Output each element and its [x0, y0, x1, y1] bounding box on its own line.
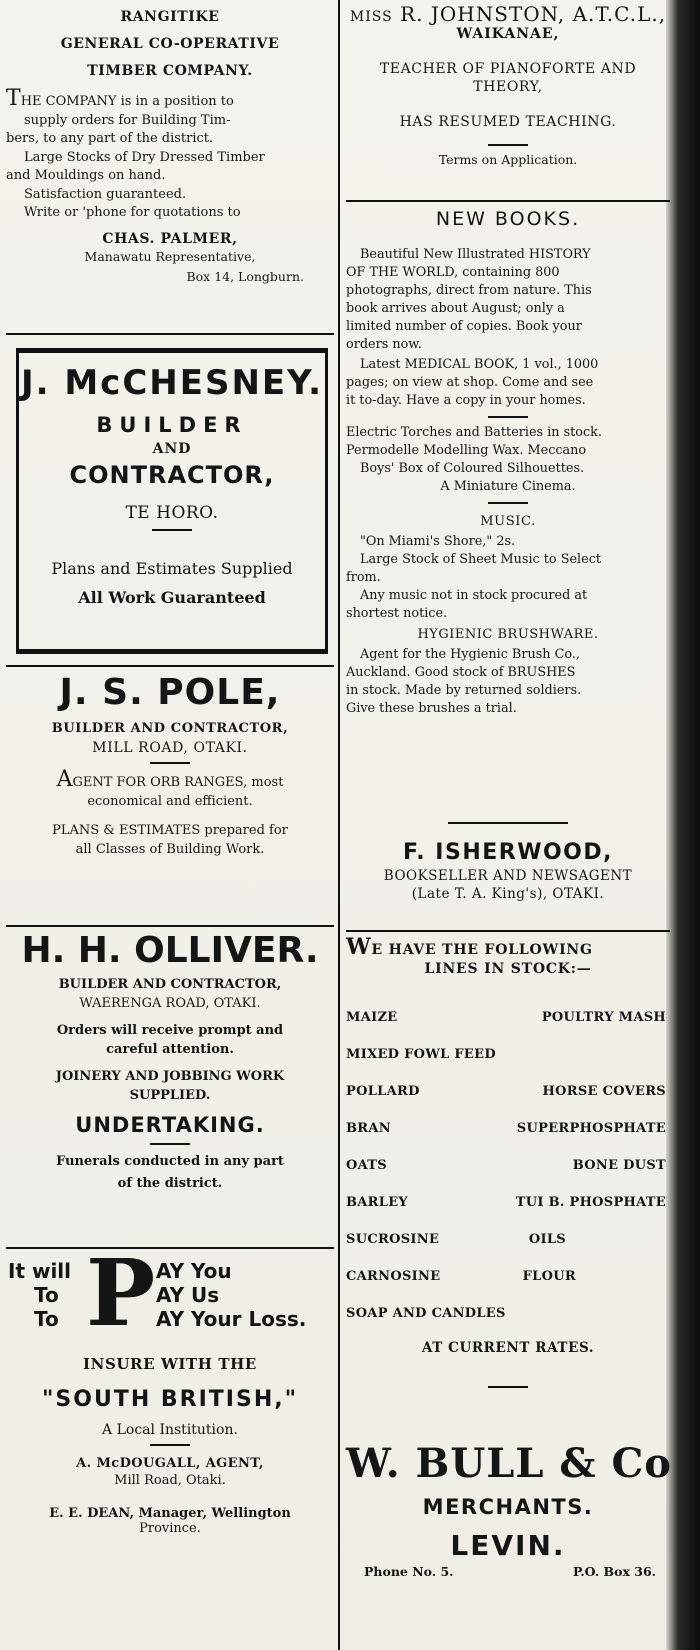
- insure-agent: A. McDOUGALL, AGENT,: [76, 1456, 264, 1471]
- timber-head-3: TIMBER COMPANY.: [87, 63, 253, 79]
- books-p1c: photographs, direct from nature. This: [346, 283, 592, 298]
- books-medical: [346, 356, 670, 410]
- mcchesney-ad: [16, 348, 328, 654]
- timber-line-1: HE COMPANY is in a position to: [20, 94, 234, 109]
- short-rule: [150, 1444, 190, 1446]
- books-hygienic: HYGIENIC BRUSHWARE.: [417, 627, 599, 642]
- books-list: [346, 424, 670, 496]
- bull-name: W. BULL & Co: [346, 1440, 672, 1487]
- stock-row: [346, 1036, 670, 1073]
- column-rule: [338, 0, 340, 1650]
- pay-to-1: To: [34, 1283, 59, 1307]
- books-music: MUSIC.: [480, 514, 536, 529]
- stock-item: SUPERPHOSPHATE: [516, 1121, 666, 1136]
- olliver-funerals-1: Funerals conducted in any part: [56, 1154, 284, 1169]
- johnston-terms: Terms on Application.: [438, 152, 578, 167]
- insure-mill-road: Mill Road, Otaki.: [114, 1473, 226, 1488]
- hygienic-list: [346, 646, 670, 718]
- short-rule: [152, 529, 192, 531]
- music-list: [346, 533, 670, 623]
- bull-current-rates: AT CURRENT RATES.: [421, 1340, 595, 1356]
- pay-line-2: AY Us: [156, 1283, 220, 1307]
- stock-row: [346, 999, 670, 1036]
- stock-row: [346, 1147, 670, 1184]
- johnston-teacher-1: TEACHER OF PIANOFORTE AND: [379, 61, 637, 77]
- divider: [6, 1247, 334, 1249]
- johnston-name-line: [346, 2, 670, 26]
- books-p2c: it to-day. Have a copy in your homes.: [346, 393, 586, 408]
- divider: [346, 930, 670, 932]
- johnston-town: WAIKANAE,: [456, 26, 560, 42]
- bull-footer: [346, 1564, 670, 1579]
- books-h4: Give these brushes a trial.: [346, 701, 517, 716]
- stock-item: OILS: [528, 1232, 566, 1247]
- timber-line-2: supply orders for Building Tim-: [24, 112, 231, 128]
- insurance-ad: [6, 1239, 334, 1536]
- johnston-resumed: HAS RESUMED TEACHING.: [399, 114, 617, 130]
- bull-levin: LEVIN.: [450, 1529, 566, 1562]
- insure-local: A Local Institution.: [102, 1422, 238, 1438]
- pole-agent: [6, 767, 334, 811]
- isherwood-sub-1: BOOKSELLER AND NEWSAGENT: [383, 868, 633, 884]
- pole-address: MILL ROAD, OTAKI.: [92, 740, 248, 756]
- stock-item: FLOUR: [522, 1269, 576, 1284]
- johnston-miss: MISS: [349, 9, 393, 25]
- books-l1: Electric Torches and Batteries in stock.: [346, 425, 602, 440]
- mcchesney-guarantee: All Work Guaranteed: [78, 588, 266, 607]
- mcchesney-builder: BUILDER: [96, 413, 248, 437]
- stock-row: [346, 1258, 670, 1295]
- johnston-ad: [346, 2, 670, 167]
- books-p1d: book arrives about August; only a: [346, 301, 565, 316]
- stock-item: BRAN: [346, 1121, 391, 1136]
- books-l4: A Miniature Cinema.: [440, 479, 576, 494]
- books-m2: Large Stock of Sheet Music to Select: [360, 552, 602, 567]
- divider: [6, 333, 334, 335]
- bull-stock-list: [346, 999, 670, 1332]
- timber-line-3: bers, to any part of the district.: [6, 131, 214, 146]
- mcchesney-and: AND: [152, 441, 192, 457]
- olliver-address: WAERENGA ROAD, OTAKI.: [79, 996, 261, 1011]
- isherwood-ad: [346, 840, 670, 903]
- mcchesney-contractor: CONTRACTOR,: [69, 461, 275, 489]
- timber-head-1: RANGITIKE: [120, 9, 220, 25]
- insure-with: INSURE WITH THE: [83, 1355, 257, 1373]
- stock-item: OATS: [346, 1158, 387, 1173]
- books-p1e: limited number of copies. Book your: [346, 319, 582, 334]
- pole-agent-2: economical and efficient.: [87, 794, 253, 809]
- timber-company-ad: [6, 4, 334, 287]
- books-m1: "On Miami's Shore," 2s.: [360, 534, 516, 549]
- stock-item: CARNOSINE: [346, 1269, 441, 1284]
- olliver-funerals-2: of the district.: [117, 1176, 223, 1191]
- stock-item: SUCROSINE: [346, 1232, 440, 1247]
- stock-row: [346, 1295, 670, 1332]
- pay-to-2: To: [34, 1307, 59, 1331]
- pole-plans-2: all Classes of Building Work.: [75, 842, 265, 857]
- books-history: [346, 246, 670, 354]
- olliver-undertaking: UNDERTAKING.: [75, 1113, 265, 1137]
- pay-line-3: AY Your Loss.: [156, 1307, 307, 1331]
- timber-dropcap: T: [6, 86, 21, 111]
- pole-agent-1: GENT FOR ORB RANGES, most: [72, 775, 284, 790]
- books-m3: from.: [346, 570, 381, 585]
- mcchesney-name: J. McCHESNEY.: [20, 363, 324, 403]
- olliver-orders-1: Orders will receive prompt and: [56, 1023, 284, 1038]
- short-rule: [488, 1386, 528, 1388]
- pay-left: [8, 1259, 71, 1331]
- timber-line-5: and Mouldings on hand.: [6, 168, 166, 183]
- bull-intro: [346, 934, 670, 979]
- timber-line-7: Write or 'phone for quotations to: [24, 205, 241, 220]
- books-h1: Agent for the Hygienic Brush Co.,: [360, 647, 580, 662]
- bull-phone: Phone No. 5.: [364, 1564, 454, 1579]
- timber-box: Box 14, Longburn.: [186, 268, 304, 284]
- stock-item: BARLEY: [346, 1195, 409, 1210]
- books-p1f: orders now.: [346, 337, 422, 352]
- books-l3: Boys' Box of Coloured Silhouettes.: [360, 461, 585, 476]
- johnston-teacher-2: THEORY,: [473, 79, 543, 95]
- bull-merchants: MERCHANTS.: [422, 1495, 594, 1519]
- pay-it-will: It will: [8, 1259, 72, 1283]
- insure-dean: E. E. DEAN, Manager, Wellington: [49, 1506, 291, 1521]
- short-rule: [150, 1143, 190, 1145]
- olliver-ad: [6, 930, 334, 1195]
- bull-intro-1: E HAVE THE FOLLOWING: [371, 942, 593, 958]
- pole-plans-1: PLANS & ESTIMATES prepared for: [52, 823, 288, 838]
- pole-ad: [6, 672, 334, 859]
- short-rule: [488, 144, 528, 146]
- books-m5: shortest notice.: [346, 606, 448, 621]
- isherwood-sub-2: (Late T. A. King's), OTAKI.: [411, 886, 605, 902]
- stock-row: [346, 1184, 670, 1221]
- books-m4: Any music not in stock procured at: [360, 588, 588, 603]
- short-rule: [448, 822, 568, 824]
- pole-plans: [6, 821, 334, 859]
- short-rule: [150, 762, 190, 764]
- timber-rep: Manawatu Representative,: [84, 248, 256, 264]
- pole-sub: BUILDER AND CONTRACTOR,: [51, 721, 289, 736]
- stock-item: SOAP AND CANDLES: [346, 1306, 506, 1321]
- stock-row: [346, 1110, 670, 1147]
- divider: [6, 665, 334, 667]
- stock-item: POLLARD: [346, 1084, 420, 1099]
- stock-item: TUI B. PHOSPHATE: [515, 1195, 666, 1210]
- olliver-orders-2: careful attention.: [106, 1042, 234, 1057]
- books-h3: in stock. Made by returned soldiers.: [346, 683, 582, 698]
- pay-line-1: AY You: [156, 1259, 232, 1283]
- divider: [346, 200, 670, 202]
- bull-box: P.O. Box 36.: [573, 1564, 656, 1579]
- stock-item: HORSE COVERS: [542, 1084, 666, 1099]
- books-p1a: Beautiful New Illustrated HISTORY: [360, 247, 591, 262]
- timber-signature: CHAS. PALMER,: [102, 230, 238, 247]
- bull-intro-2: LINES IN STOCK:—: [424, 961, 592, 977]
- mcchesney-place: TE HORO.: [125, 503, 219, 523]
- isherwood-name: F. ISHERWOOD,: [402, 840, 613, 865]
- books-h2: Auckland. Good stock of BRUSHES: [346, 665, 576, 680]
- pay-big-p: P: [86, 1239, 156, 1347]
- timber-body: [6, 86, 334, 223]
- timber-head-2: GENERAL CO-OPERATIVE: [60, 36, 280, 52]
- short-rule: [488, 416, 528, 418]
- page-edge-shadow: [666, 0, 700, 1650]
- pole-name: J. S. POLE,: [59, 672, 281, 713]
- olliver-joinery-1: JOINERY AND JOBBING WORK: [55, 1069, 285, 1084]
- mcchesney-plans: Plans and Estimates Supplied: [51, 559, 293, 578]
- books-p2a: Latest MEDICAL BOOK, 1 vol., 1000: [360, 357, 599, 372]
- olliver-joinery-2: SUPPLIED.: [129, 1088, 211, 1103]
- stock-item: BONE DUST: [572, 1158, 666, 1173]
- olliver-name: H. H. OLLIVER.: [21, 930, 319, 971]
- insure-province: Province.: [139, 1521, 201, 1536]
- books-p2b: pages; on view at shop. Come and see: [346, 375, 594, 390]
- pay-right: [156, 1259, 306, 1331]
- short-rule: [488, 502, 528, 504]
- books-p1b: OF THE WORLD, containing 800: [346, 265, 560, 280]
- stock-item: POULTRY MASH: [541, 1010, 666, 1025]
- johnston-name: R. JOHNSTON, A.T.C.L.,: [400, 2, 667, 26]
- books-l2: Permodelle Modelling Wax. Meccano: [346, 443, 587, 458]
- bull-ad: [346, 934, 672, 1579]
- bull-big-w: W: [346, 934, 372, 960]
- stock-item: MIXED FOWL FEED: [346, 1047, 496, 1062]
- olliver-sub: BUILDER AND CONTRACTOR,: [58, 977, 282, 992]
- stock-item: MAIZE: [346, 1010, 398, 1025]
- pole-big-a: A: [56, 767, 73, 792]
- stock-row: [346, 1221, 670, 1258]
- pay-block: [6, 1239, 334, 1347]
- insure-company: "SOUTH BRITISH,": [41, 1387, 299, 1412]
- new-books-ad: [346, 208, 670, 718]
- timber-line-6: Satisfaction guaranteed.: [24, 186, 187, 202]
- books-title: NEW BOOKS.: [435, 208, 581, 230]
- timber-line-4: Large Stocks of Dry Dressed Timber: [24, 149, 265, 165]
- stock-row: [346, 1073, 670, 1110]
- divider: [6, 925, 334, 927]
